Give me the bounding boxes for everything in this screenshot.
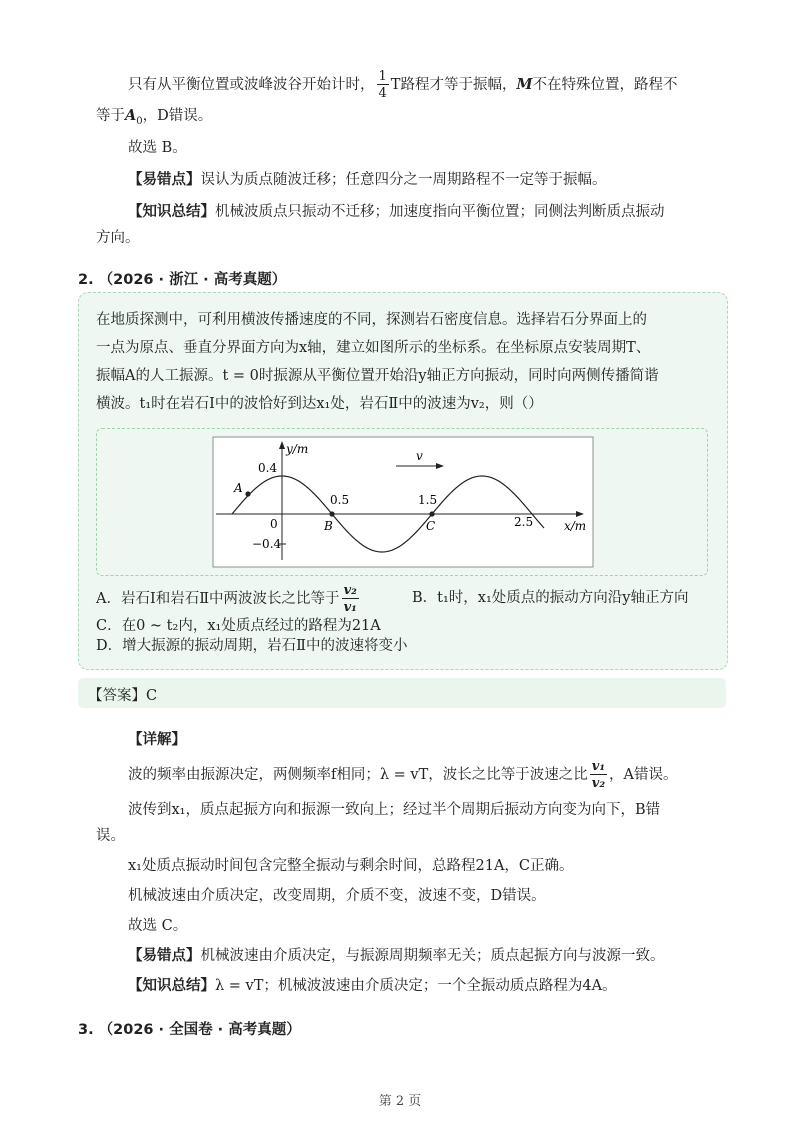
- point-a-label: A: [234, 481, 243, 495]
- explain-line-1: 只有从平衡位置或波峰波谷开始计时， $\frac{1}{4}$ T路程才等于振幅，M不在特殊位置，路程不: [128, 69, 678, 101]
- x-tick-2.5-label: 2.5: [514, 515, 534, 529]
- q2-stem-2: 一点为原点、垂直分界面方向为x轴，建立如图所示的坐标系。在坐标原点安装周期T、: [96, 340, 651, 356]
- fraction-v2-v1: $\frac{\text{v₂}}{\text{v₁}}$: [343, 583, 357, 615]
- page-number: 第 2 页: [378, 1094, 422, 1109]
- origin-label: 0: [270, 517, 278, 531]
- explain-tag: 【详解】: [128, 731, 186, 748]
- fraction-v1-v2: $\frac{\text{v₁}}{\text{v₂}}$: [591, 759, 606, 791]
- question-3-header: 3. （2026 · 全国卷 · 高考真题）: [78, 1022, 301, 1038]
- wave-figure: [212, 436, 594, 568]
- x-axis-label: x/m: [564, 519, 587, 533]
- summary-line-2: 方向。: [96, 230, 140, 246]
- y-bottom-label: −0.4: [252, 537, 282, 551]
- answer-bar: [78, 678, 726, 708]
- mistake-line: 【易错点】误认为质点随波迁移；任意四分之一周期路程不一定等于振幅。: [128, 171, 607, 188]
- q2-stem-1: 在地质探测中，可利用横波传播速度的不同，探测岩石密度信息。选择岩石分界面上的: [96, 312, 647, 328]
- explain-line-2: 等于$A_0$，D错误。: [96, 107, 213, 127]
- q2-stem-4: 横波。t₁时在岩石Ⅰ中的波恰好到达x₁处，岩石Ⅱ中的波速为v₂，则（）: [96, 396, 543, 412]
- q2-stem-3: 振幅A的人工振源。t = 0时振源从平衡位置开始沿y轴正方向振动，同时向两侧传播简谐: [96, 368, 659, 384]
- x-tick-1.5-label: 1.5: [418, 493, 438, 507]
- explain-l5: 故选 C。: [128, 918, 188, 934]
- q2-option-a: A．岩石Ⅰ和岩石Ⅱ中两波波长之比等于 $\frac{\text{v₂}}{\text{v₁}}$: [96, 583, 357, 615]
- fraction-quarter: $\frac{1}{4}$: [378, 69, 387, 101]
- q2-option-d: D．增大振源的振动周期，岩石Ⅱ中的波速将变小: [96, 638, 408, 654]
- point-a-dot: [245, 491, 250, 496]
- q2-option-b: B．t₁时，x₁处质点的振动方向沿y轴正方向: [412, 590, 689, 606]
- point-c-dot: [429, 511, 434, 516]
- explain-l4: 机械波速由介质决定，改变周期，介质不变，波速不变，D错误。: [128, 888, 546, 904]
- point-b-dot: [329, 511, 334, 516]
- answer-text: 【答案】C: [88, 688, 158, 704]
- explain-l1: 波的频率由振源决定，两侧频率f相同；λ = vT，波长之比等于波速之比 $\frac{\text{v₁}}{\text{v₂}}$ ，A错误。: [128, 759, 678, 791]
- choice-line: 故选 B。: [128, 140, 187, 156]
- explain-l2: 波传到x₁，质点起振方向和振源一致向上；经过半个周期后振动方向变为向下，B错: [128, 802, 661, 818]
- y-axis-label: y/m: [286, 442, 309, 456]
- point-c-label: C: [426, 519, 436, 533]
- explain-summary: 【知识总结】λ = vT；机械波波速由介质决定；一个全振动质点路程为4A。: [128, 977, 617, 994]
- point-b-label: B: [324, 519, 333, 533]
- y-top-label: 0.4: [258, 461, 278, 475]
- question-2-header: 2. （2026 · 浙江 · 高考真题）: [78, 272, 287, 288]
- velocity-label: v: [416, 449, 423, 463]
- x-tick-0.5-label: 0.5: [330, 493, 350, 507]
- explain-l3: x₁处质点振动时间包含完整全振动与剩余时间，总路程21A，C正确。: [128, 858, 574, 874]
- summary-line: 【知识总结】机械波质点只振动不迁移；加速度指向平衡位置；同侧法判断质点振动: [128, 203, 665, 220]
- q2-option-c: C．在0 ~ t₂内，x₁处质点经过的路程为21A: [96, 618, 381, 634]
- explain-mistake: 【易错点】机械波速由介质决定，与振源周期频率无关；质点起振方向与波源一致。: [128, 947, 665, 964]
- explain-l2b: 误。: [96, 828, 125, 844]
